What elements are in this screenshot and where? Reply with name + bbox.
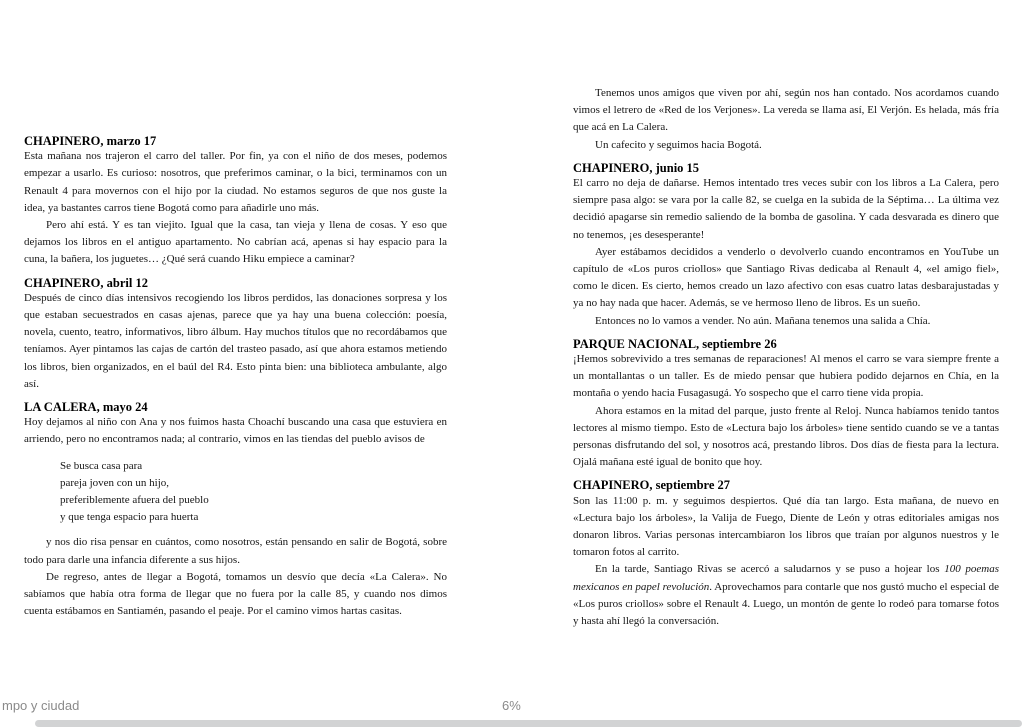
body-paragraph: Ahora estamos en la mitad del parque, justo frente al Reloj. Nunca habíamos tenido tantos lectores al mismo tiempo. Esto de «Lectura bajo los árboles» tiene sentido cuando se ve a tantas personas disfrutando del sol, y nosotros acá, prestando libros. Dos días de fiesta para la lectura. Ojalá mañana esté igual de bonito que hoy. (573, 404, 999, 469)
body-paragraph: ¡Hemos sobrevivido a tres semanas de reparaciones! Al menos el carro se vara siempre frente a un montallantas o un taller. Es de miedo pensar que hubiera podido dejarnos en Chía, en la montaña o yendo hacia Fusagasugá. Yo sospecho que el carro tiene vida propia. (573, 353, 999, 400)
body-paragraph: y nos dio risa pensar en cuántos, como nosotros, están pensando en salir de Bogotá, sobre todo para darle una infancia diferente a sus hijos. (24, 536, 447, 566)
body-paragraph: Son las 11:00 p. m. y seguimos despiertos. Qué día tan largo. Esta mañana, de nuevo en «Lectura bajo los árboles», la Valija de Fuego, Diente de León y otras editoriales amigas nos donaron libros. Varias personas intercambiaron los libros que traían por algunos nuestros y le tomaron fotos al carrito. (573, 494, 999, 559)
book-title: mpo y ciudad (2, 698, 80, 713)
verse-line: pareja joven con un hijo, (60, 476, 170, 489)
paragraph-text: . Aprovechamos para contarle que nos gustó mucho el especial de «Los puros criollos» sobre el Renault 4. Luego, un montón de gente lo rodeó para tomarse fotos y hasta ahí llegó la conversación. (573, 580, 1000, 628)
body-paragraph (573, 561, 999, 630)
entry-heading: LA CALERA, mayo 24 (24, 400, 148, 415)
entry-heading: CHAPINERO, marzo 17 (24, 134, 157, 148)
progress-percent: 6% (502, 698, 521, 713)
body-paragraph: Hoy dejamos al niño con Ana y nos fuimos hasta Choachí buscando una casa que estuviera en arriendo, pero no encontramos nada; al contrario, vimos en las tiendas del pueblo avisos de (24, 416, 447, 446)
right-page (573, 85, 999, 630)
verse-line: Se busca casa para (60, 459, 143, 472)
paragraph-text: En la tarde, Santiago Rivas se acercó a saludarnos y se puso a hojear los (595, 563, 945, 576)
body-paragraph: El carro no deja de dañarse. Hemos intentado tres veces subir con los libros a La Calera, pero siempre pasa algo: se vara por la calle 82, se cuelga en la subida de la Séptima… La última vez decidió apagarse sin remedio saliendo de la bomba de gasolina. Y cada desvarada es dinero que no tenemos, ¡es desesperante! (573, 177, 999, 241)
left-page (24, 127, 447, 620)
body-paragraph: Un cafecito y seguimos hacia Bogotá. (595, 138, 762, 151)
verse-line: preferiblemente afuera del pueblo (60, 494, 209, 507)
italic-book-title: 100 poemas mexicanos en papel revolución (573, 563, 999, 593)
entry-heading: CHAPINERO, abril 12 (24, 275, 148, 290)
entry-heading: CHAPINERO, junio 15 (573, 160, 700, 175)
bottom-scrollbar[interactable] (35, 720, 1022, 727)
body-paragraph: Después de cinco días intensivos recogiendo los libros perdidos, las donaciones sorpresa y los que estaban secuestrados en casas ajenas, parece que ya hay una buena colección: poesía, novela, cuento, teatro, informativos, libro álbum. Hay muchos títulos que no recordábamos que teníamos. Ayer pintamos las cajas de cartón del trasteo pasado, así que ahora estamos metiendo los libros, bien organizados, en el baúl del R4. Esto pinta bien: una biblioteca ambulante, algo así. (24, 291, 447, 390)
body-paragraph: Esta mañana nos trajeron el carro del taller. Por fin, ya con el niño de dos meses, podemos empezar a usarlo. Es curioso: nosotros, que preferimos caminar, o la bici, terminamos con un Renault 4 para movernos con el hijo por la ciudad. No estamos seguros de que nos guste la idea, ya bastantes carros tiene Bogotá como para añadirle uno más. (24, 150, 447, 214)
body-paragraph: Pero ahí está. Y es tan viejito. Igual que la casa, tan vieja y llena de cosas. Y eso que dejamos los libros en el antiguo apartamento. No cabrían acá, apenas si hay espacio para la cuna, la bañera, los juguetes… ¿Qué será cuando Hiku empiece a caminar? (24, 219, 447, 266)
body-paragraph: Ayer estábamos decididos a venderlo o devolverlo cuando encontramos en YouTube un capítulo de «Los puros criollos» que Santiago Rivas dedicaba al Renault 4, «el amigo fiel», como le dicen. Es cierto, hemos creado un lazo afectivo con esas cuatro latas desbarajustadas y ya no hay nada que hacer. Además, se ve hermoso lleno de libros. Es un sueño. (573, 245, 999, 310)
verse-line: y que tenga espacio para huerta (60, 511, 199, 524)
body-paragraph: Entonces no lo vamos a vender. No aún. Mañana tenemos una salida a Chía. (595, 314, 931, 327)
body-paragraph: Tenemos unos amigos que viven por ahí, según nos han contado. Nos acordamos cuando vimos el letrero de «Red de los Verjones». La vereda se llama así, El Verjón. Es helada, más fría que acá en La Calera. (573, 87, 999, 134)
entry-heading: CHAPINERO, septiembre 27 (573, 478, 731, 493)
body-paragraph: De regreso, antes de llegar a Bogotá, tomamos un desvío que decía «La Calera». No sabíamos que había otra forma de llegar que no fuera por la calle 85, y cuando nos dimos cuenta estábamos en Santiamén, pasando el peaje. Por el camino vimos hartas casitas. (24, 570, 447, 618)
entry-heading: PARQUE NACIONAL, septiembre 26 (573, 336, 777, 351)
verse-block (60, 458, 447, 527)
